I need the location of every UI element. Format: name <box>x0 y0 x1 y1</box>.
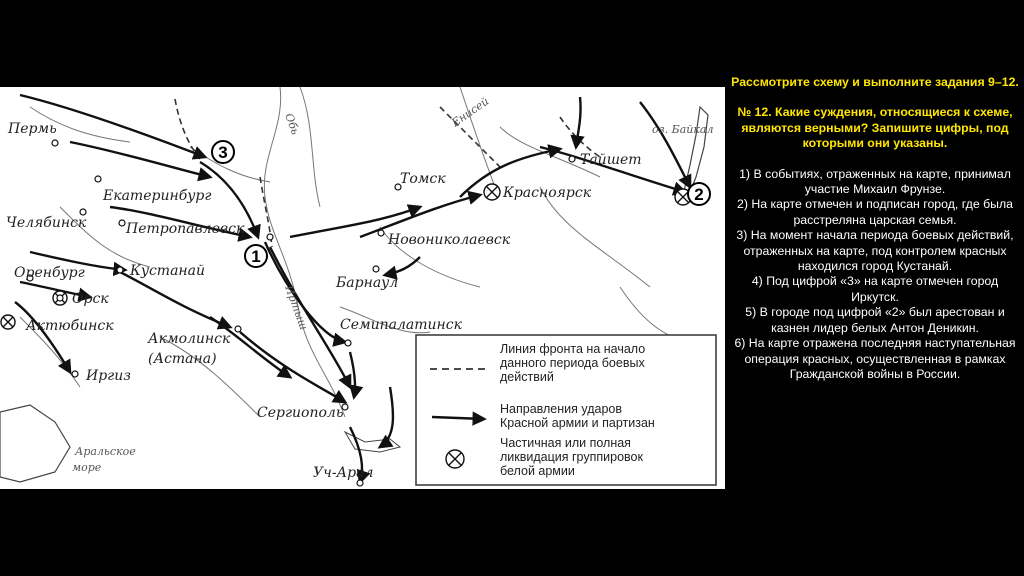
task-question: № 12. Какие суждения, относящиеся к схеме, являются верными? Запишите цифры, под которыми они указаны. <box>737 105 1013 151</box>
city-tomsk: Томск <box>400 171 446 187</box>
task-option-3: 3) На момент начала периода боевых действий, отраженных на карте, под контролем красных находился город Кустанай. <box>736 228 1014 274</box>
city-perm: Пермь <box>8 121 57 137</box>
river-irtysh: Иртыш <box>282 283 311 332</box>
task-option-1: 1) В событиях, отраженных на карте, принимал участие Михаил Фрунзе. <box>739 166 1011 197</box>
legend-front-line-1: Линия фронта на начало <box>500 342 646 356</box>
civil-war-map <box>0 87 725 489</box>
legend-attacks-2: Красной армии и партизан <box>500 416 655 430</box>
task-option-6: 6) На карте отражена последняя наступательная операция красных, осуществленная в рамках Гражданской войны в России. <box>734 336 1016 381</box>
city-aktyubinsk: Актюбинск <box>26 318 114 334</box>
river-ob: Обь <box>282 111 302 137</box>
river-enisey: Енисей <box>449 94 492 130</box>
legend-front-line-3: действий <box>500 370 554 384</box>
aral-sea-line1: Аральское <box>75 445 136 458</box>
city-tayshet: Тайшет <box>580 152 642 168</box>
task-option-4: 4) Под цифрой «3» на карте отмечен город Иркутск. <box>751 274 999 304</box>
city-krasnoyarsk: Красноярск <box>503 185 592 201</box>
marker-3 <box>212 141 234 163</box>
city-semipalatinsk: Семипалатинск <box>340 317 462 333</box>
legend-liquidation-2: ликвидация группировок <box>500 450 643 464</box>
city-novonikolaevsk: Новониколаевск <box>388 232 511 248</box>
legend-attacks-1: Направления ударов <box>500 402 623 416</box>
city-ekaterinburg: Екатеринбург <box>103 188 212 204</box>
city-sergiopol: Сергиополь <box>257 405 344 421</box>
city-uch-aral: Уч-Арал <box>313 465 374 481</box>
task-option-2: 2) На карте отмечен и подписан город, где была расстреляна царская семья. <box>737 197 1013 227</box>
liquidation-markers <box>1 184 691 329</box>
city-chelyabinsk: Челябинск <box>6 215 87 231</box>
city-astana: (Астана) <box>148 351 217 367</box>
city-petropavlovsk: Петропавловск <box>126 221 245 237</box>
aral-sea-line2: море <box>72 461 102 474</box>
legend-liquidation-3: белой армии <box>500 464 575 478</box>
city-orsk: Орск <box>72 291 109 307</box>
task-panel <box>730 75 1020 382</box>
svg-text:3: 3 <box>218 143 228 162</box>
legend-front-line-2: данного периода боевых <box>500 356 645 370</box>
lake-baikal: оз. Байкал <box>652 123 714 136</box>
aral-sea <box>0 405 70 482</box>
svg-text:1: 1 <box>251 247 261 266</box>
task-option-5: 5) В городе под цифрой «2» был арестован и казнен лидер белых Антон Деникин. <box>745 305 1005 335</box>
marker-1 <box>245 245 267 267</box>
map-legend <box>416 335 716 485</box>
svg-text:2: 2 <box>694 185 704 204</box>
city-akmolinsk: Акмолинск <box>148 331 231 347</box>
city-kustanay: Кустанай <box>130 263 206 279</box>
city-orenburg: Оренбург <box>14 265 85 281</box>
city-barnaul: Барнаул <box>336 275 399 291</box>
marker-2 <box>688 183 710 205</box>
legend-liquidation-1: Частичная или полная <box>500 436 631 450</box>
city-irgiz: Иргиз <box>86 368 131 384</box>
task-heading: Рассмотрите схему и выполните задания 9–12. <box>731 75 1019 89</box>
